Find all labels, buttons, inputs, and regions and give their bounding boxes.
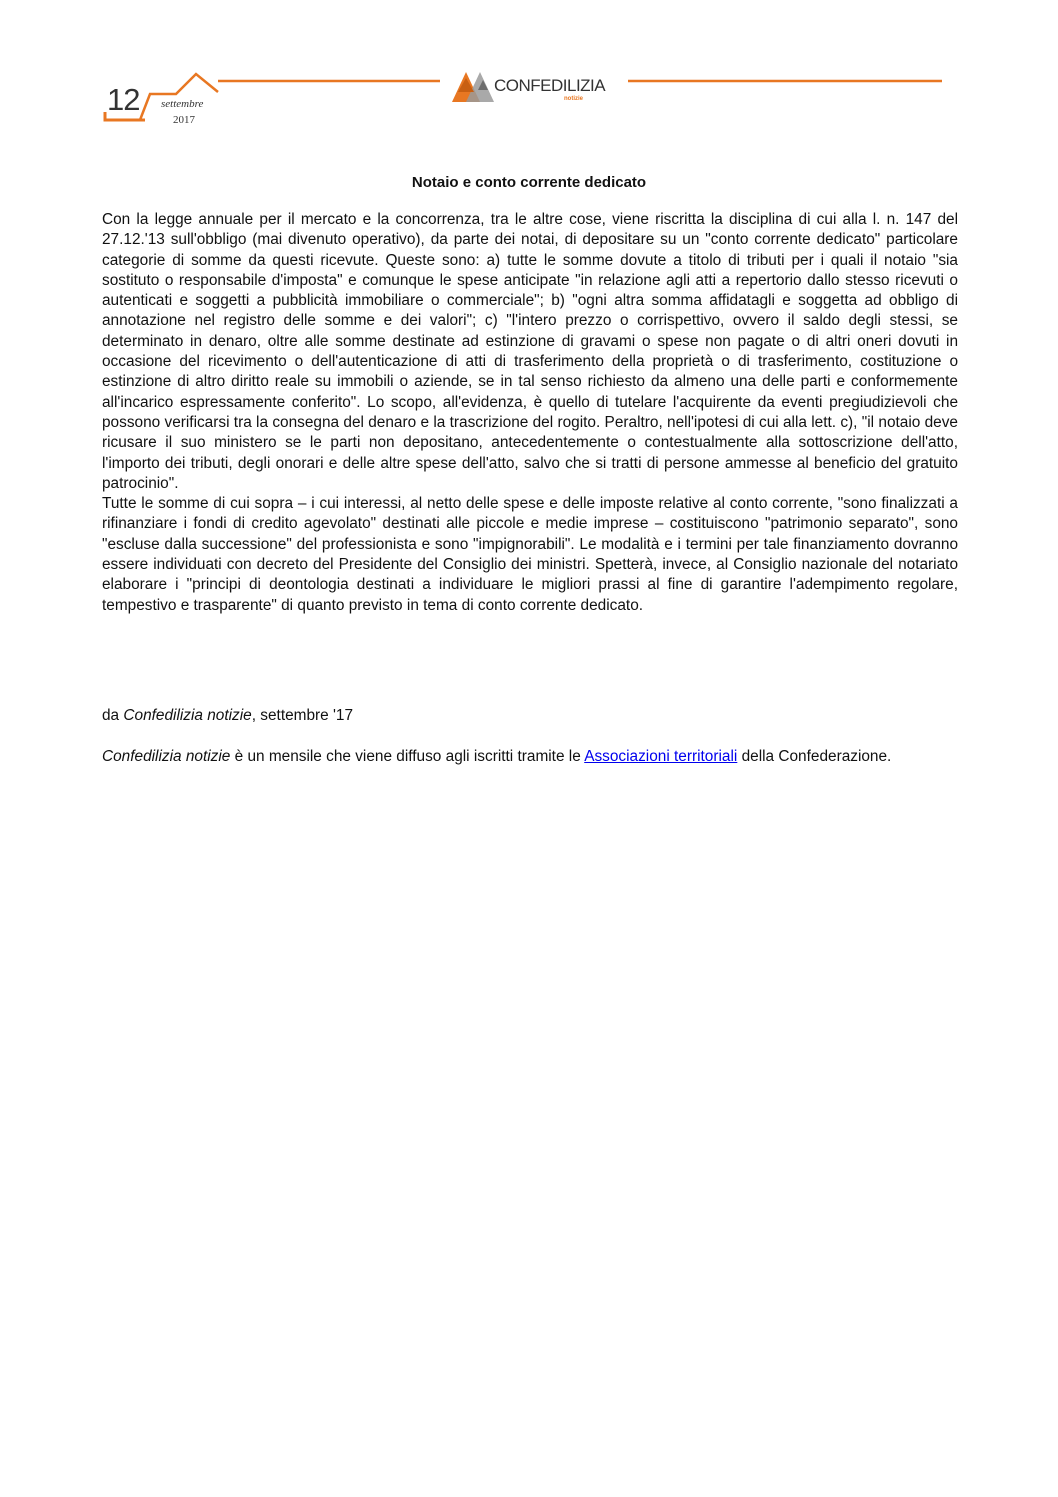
source-publication: Confedilizia notizie [123, 707, 252, 724]
source-prefix: da [102, 707, 124, 724]
article-title: Notaio e conto corrente dedicato [411, 174, 647, 191]
associazioni-territoriali-link[interactable]: Associazioni territoriali [584, 748, 738, 765]
issue-date-block [103, 70, 233, 130]
source-line [102, 706, 958, 726]
issue-number: 12 [107, 82, 140, 117]
issue-year: 2017 [173, 114, 195, 126]
note-publication: Confedilizia notizie [102, 748, 231, 765]
note-text-after: della Confederazione. [737, 748, 892, 765]
article-paragraph-2: Tutte le somme di cui sopra – i cui interessi, al netto delle spese e delle imposte relative al conto corrente, "sono finalizzati a rifinanziare i fondi di credito agevolato" destinati alle piccole e medie imprese – costituiscono "patrimonio separato", sono "escluse dalla successione" del professionista e sono "impignorabili". Le modalità e i termini per tale finanziamento dovranno essere individuati con decreto del Presidente del Consiglio dei ministri. Spetterà, invece, al Consiglio nazionale del notariato elaborare i "principi di deontologia destinati a individuare le migliori prassi al fine di garantire l'adempimento regolare, tempestivo e trasparente" di quanto previsto in tema di conto corrente dedicato. [102, 495, 958, 614]
article-body [102, 210, 958, 616]
article-paragraph-1: Con la legge annuale per il mercato e la concorrenza, tra le altre cose, viene riscritta la disciplina di cui alla l. n. 147 del 27.12.'13 sull'obbligo (mai divenuto operativo), da parte dei notai, di depositare su un "conto corrente dedicato" particolare categorie di somme da questi ricevute. Queste sono: a) tutte le somme dovute a titolo di tributi per i quali il notaio "sia sostituto o responsabile d'imposta" e comunque le spese anticipate "in relazione agli atti a repertorio dallo stesso ricevuti o autenticati e soggetti a pubblicità immobiliare o commerciale"; b) "ogni altra somma affidatagli e soggetta ad obbligo di annotazione nel registro delle somme e dei valori"; c) "l'intero prezzo o corrispettivo, ovvero il saldo degli stessi, se determinato in denaro, oltre alle somme destinate ad estinzione di gravami o spese non pagate o di altri oneri dovuti in occasione del ricevimento o dell'autenticazione di atti di trasferimento della proprietà o di trasferimento, costituzione o estinzione di altro diritto reale su immobili o aziende, se in tal senso richiesto da almeno una delle parti e conformemente all'incarico espressamente conferito". Lo scopo, all'evidenza, è quello di tutelare l'acquirente da eventi pregiudizievoli che possono verificarsi tra la consegna del denaro e la trascrizione del rogito. Peraltro, nell'ipotesi di cui alla lett. c), "il notaio deve ricusare il suo ministero se le parti non depositano, antecedentemente o contestualmente alla sottoscrizione dell'atto, l'importo dei tributi, degli onorari e delle altre spese dell'atto, salvo che si tratti di persone ammesse al beneficio del gratuito patrocinio". [102, 211, 958, 492]
logo-text: CONFEDILIZIA [494, 76, 606, 95]
page-header [0, 0, 1058, 140]
publication-note [102, 747, 958, 767]
source-suffix: , settembre '17 [251, 707, 354, 724]
issue-month: settembre [161, 98, 204, 110]
confedilizia-logo [448, 62, 628, 110]
logo-subtitle: notizie [564, 96, 583, 102]
note-text-before: è un mensile che viene diffuso agli iscritti tramite le [230, 748, 585, 765]
